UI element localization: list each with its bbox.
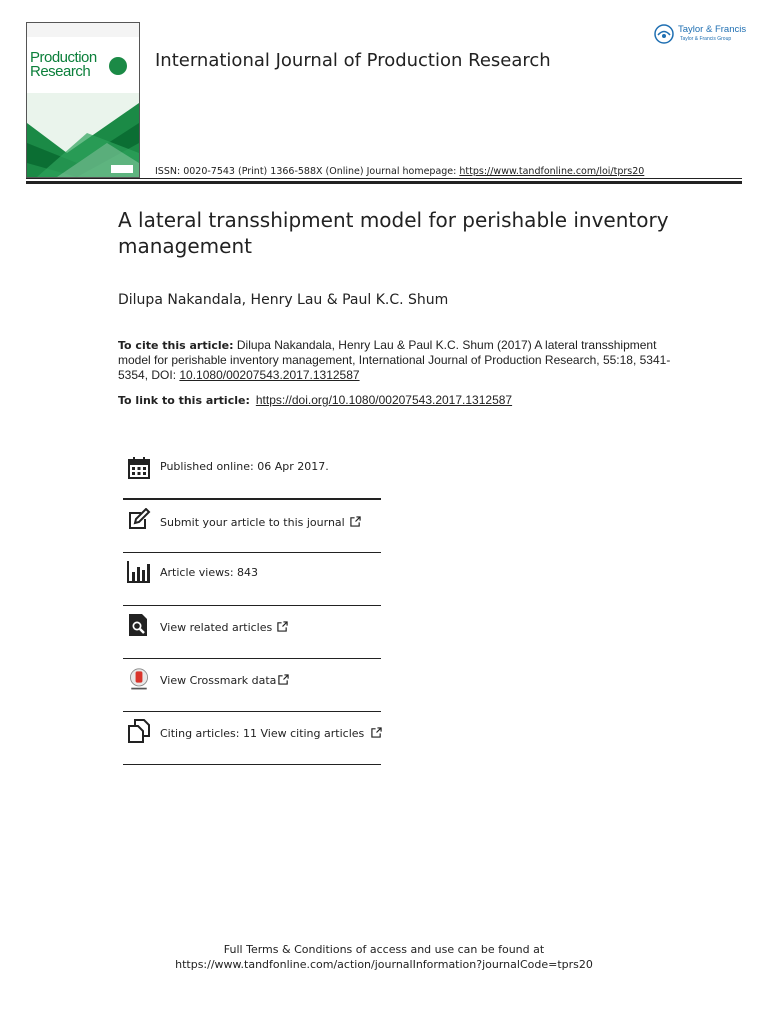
article-doi-link[interactable]: https://doi.org/10.1080/00207543.2017.1312587 [255,393,513,407]
citing-articles-link[interactable] [160,727,382,740]
cite-text: Dilupa Nakandala, Henry Lau & Paul K.C. Shum (2017) A lateral transshipment model for perishable inventory management, International Journal of Production Research, 55:18, 5341-5354, DOI: [118,338,671,382]
terms-footer-url[interactable]: https://www.tandfonline.com/action/journalInformation?journalCode=tprs20 [175,958,593,971]
citing-articles-row[interactable] [123,719,381,749]
crossmark-link[interactable] [160,674,289,687]
article-link-block [118,393,512,407]
info-divider [123,605,381,606]
link-label: To link to this article: [118,394,250,407]
published-online-text: Published online: 06 Apr 2017. [160,460,329,473]
related-articles-label: View related articles [160,621,273,634]
article-views-text: Article views: 843 [160,566,259,579]
external-link-icon [278,674,289,685]
publisher-group: Taylor & Francis Group [680,36,732,42]
journal-homepage-link[interactable]: https://www.tandfonline.com/loi/tprs20 [459,166,645,177]
info-divider [123,764,381,765]
related-articles-link[interactable] [160,621,288,634]
terms-footer [0,942,768,972]
calendar-icon [127,456,151,480]
crossmark-row[interactable] [123,666,381,698]
cover-title-line1: Production [30,49,97,66]
terms-footer-line1: Full Terms & Conditions of access and use can be found at [223,943,545,956]
external-link-icon [277,621,288,632]
header-divider-thick [26,181,742,184]
article-authors: Dilupa Nakandala, Henry Lau & Paul K.C. Shum [118,292,449,308]
citing-documents-icon [127,719,151,743]
issn-line [155,166,644,177]
crossmark-label: View Crossmark data [160,674,277,687]
edit-icon [127,508,151,532]
citation-block [118,338,678,383]
submit-article-row[interactable] [123,508,381,538]
bar-chart-icon [127,560,151,584]
article-title: A lateral transshipment model for perishable inventory management [118,208,669,258]
info-divider [123,658,381,659]
crossmark-icon [127,668,151,692]
article-views-row [123,560,381,590]
publisher-name: Taylor & Francis [678,24,747,35]
info-divider [123,552,381,553]
external-link-icon [371,727,382,738]
info-divider [123,711,381,712]
header-divider-thin [26,178,742,179]
cite-label: To cite this article: [118,339,234,352]
cite-doi-link[interactable]: 10.1080/00207543.2017.1312587 [179,368,360,382]
journal-title: International Journal of Production Research [155,50,551,71]
journal-cover-image [26,22,140,178]
issn-text: ISSN: 0020-7543 (Print) 1366-588X (Online) Journal homepage: [155,166,460,177]
cover-badge-icon [109,57,127,75]
cover-artwork [27,93,139,177]
citing-articles-label: Citing articles: 11 View citing articles [160,727,365,740]
document-search-icon [127,613,151,637]
external-link-icon [350,516,361,527]
submit-article-label: Submit your article to this journal [160,516,345,529]
info-divider [123,498,381,500]
related-articles-row[interactable] [123,613,381,643]
submit-article-link[interactable] [160,516,361,529]
published-online-row [123,454,381,484]
cover-title-line2: Research [30,63,91,80]
